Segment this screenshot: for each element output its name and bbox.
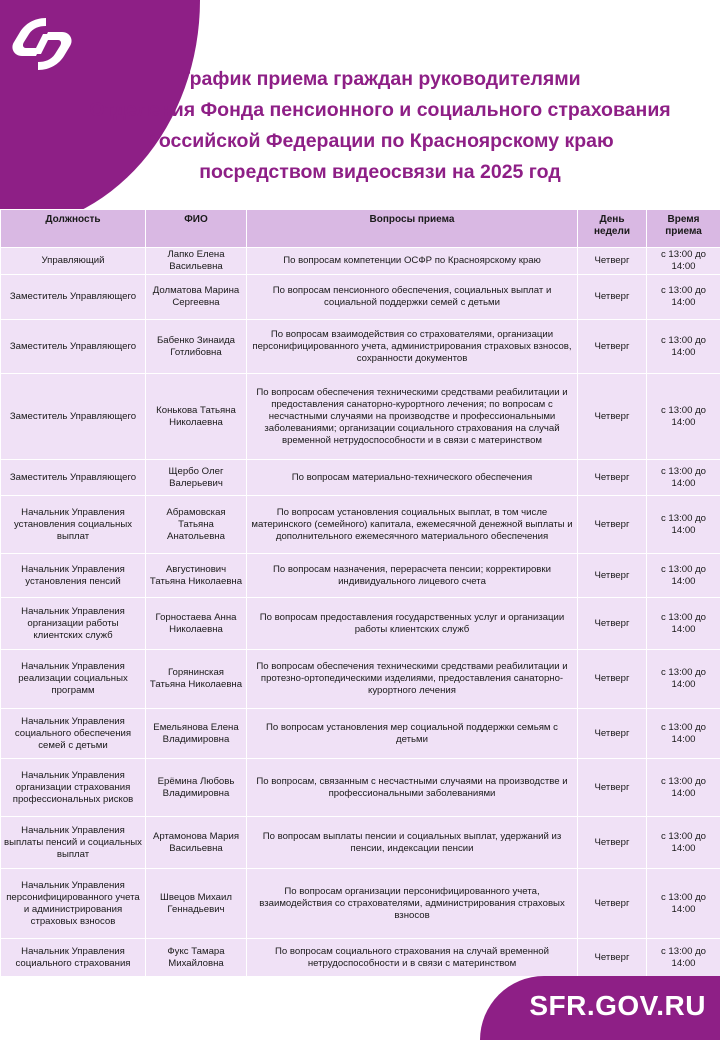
- cell-time: с 13:00 до 14:00: [647, 869, 720, 939]
- cell-time: с 13:00 до 14:00: [647, 650, 720, 709]
- cell-name: Горянинская Татьяна Николаевна: [146, 650, 247, 709]
- cell-name: Конькова Татьяна Николаевна: [146, 374, 247, 460]
- cell-day: Четверг: [578, 650, 647, 709]
- cell-questions: По вопросам назначения, перерасчета пенсии; корректировки индивидуального лицевого счета: [247, 554, 578, 598]
- table-row: [1, 759, 720, 817]
- cell-day: Четверг: [578, 496, 647, 554]
- cell-day: Четверг: [578, 869, 647, 939]
- cell-time: с 13:00 до 14:00: [647, 759, 720, 817]
- table-row: [1, 374, 720, 460]
- cell-day: Четверг: [578, 939, 647, 977]
- header-time: Время приема: [647, 210, 720, 248]
- cell-position: Начальник Управления социального страхования: [1, 939, 146, 977]
- cell-day: Четверг: [578, 275, 647, 320]
- header-name: ФИО: [146, 210, 247, 248]
- page-title: [40, 64, 720, 188]
- table-row: [1, 496, 720, 554]
- cell-day: Четверг: [578, 248, 647, 275]
- table-row: [1, 869, 720, 939]
- cell-day: Четверг: [578, 554, 647, 598]
- cell-questions: По вопросам обеспечения техническими средствами реабилитации и протезно-ортопедическими изделиями, предоставления санаторно-курортного лечения: [247, 650, 578, 709]
- cell-name: Абрамовская Татьяна Анатольевна: [146, 496, 247, 554]
- title-line: посредством видеосвязи на 2025 год: [199, 161, 561, 183]
- table-header-row: [1, 210, 720, 248]
- cell-questions: По вопросам пенсионного обеспечения, социальных выплат и социальной поддержки семей с детьми: [247, 275, 578, 320]
- cell-time: с 13:00 до 14:00: [647, 598, 720, 650]
- table-row: [1, 248, 720, 275]
- cell-day: Четверг: [578, 709, 647, 759]
- cell-questions: По вопросам организации персонифицированного учета, взаимодействия со страхователями, администрирования страховых взносов: [247, 869, 578, 939]
- cell-time: с 13:00 до 14:00: [647, 460, 720, 496]
- cell-name: Щербо Олег Валерьевич: [146, 460, 247, 496]
- cell-name: Фукс Тамара Михайловна: [146, 939, 247, 977]
- cell-day: Четверг: [578, 817, 647, 869]
- cell-position: Заместитель Управляющего: [1, 275, 146, 320]
- table-row: [1, 939, 720, 977]
- cell-questions: По вопросам выплаты пенсии и социальных выплат, удержаний из пенсии, индексации пенсии: [247, 817, 578, 869]
- cell-name: Бабенко Зинаида Готлибовна: [146, 320, 247, 374]
- cell-time: с 13:00 до 14:00: [647, 939, 720, 977]
- cell-position: Начальник Управления реализации социальных программ: [1, 650, 146, 709]
- cell-questions: По вопросам социального страхования на случай временной нетрудоспособности и в связи с материнством: [247, 939, 578, 977]
- cell-name: Августинович Татьяна Николаевна: [146, 554, 247, 598]
- schedule-table: [0, 209, 720, 977]
- cell-questions: По вопросам взаимодействия со страхователями, организации персонифицированного учета, администрирования страховых взносов, сохранности документов: [247, 320, 578, 374]
- cell-position: Начальник Управления персонифицированного учета и администрирования страховых взносов: [1, 869, 146, 939]
- cell-position: Начальник Управления социального обеспечения семей с детьми: [1, 709, 146, 759]
- cell-time: с 13:00 до 14:00: [647, 275, 720, 320]
- cell-position: Начальник Управления установления пенсий: [1, 554, 146, 598]
- title-line: График приема граждан руководителями: [179, 68, 581, 90]
- table-row: [1, 598, 720, 650]
- cell-time: с 13:00 до 14:00: [647, 496, 720, 554]
- cell-position: Начальник Управления установления социальных выплат: [1, 496, 146, 554]
- cell-time: с 13:00 до 14:00: [647, 554, 720, 598]
- header-day: День недели: [578, 210, 647, 248]
- table-row: [1, 275, 720, 320]
- footer-banner: [480, 976, 720, 1040]
- cell-day: Четверг: [578, 598, 647, 650]
- title-line: Отделения Фонда пенсионного и социального страхования: [89, 99, 671, 121]
- cell-questions: По вопросам установления мер социальной поддержки семьям с детьми: [247, 709, 578, 759]
- cell-position: Начальник Управления выплаты пенсий и социальных выплат: [1, 817, 146, 869]
- cell-questions: По вопросам обеспечения техническими средствами реабилитации и предоставления санаторно-курортного лечения; по вопросам с несчастными случаями на производстве и профессиональными заболеваниями; организации социального страхования на случай временной нетрудоспособности и в связи с материнством: [247, 374, 578, 460]
- cell-name: Ерёмина Любовь Владимировна: [146, 759, 247, 817]
- cell-time: с 13:00 до 14:00: [647, 817, 720, 869]
- cell-position: Заместитель Управляющего: [1, 320, 146, 374]
- header-position: Должность: [1, 210, 146, 248]
- table-row: [1, 460, 720, 496]
- table-row: [1, 650, 720, 709]
- cell-questions: По вопросам материально-технического обеспечения: [247, 460, 578, 496]
- cell-name: Швецов Михаил Геннадьевич: [146, 869, 247, 939]
- cell-name: Емельянова Елена Владимировна: [146, 709, 247, 759]
- table-row: [1, 320, 720, 374]
- header-questions: Вопросы приема: [247, 210, 578, 248]
- cell-questions: По вопросам установления социальных выплат, в том числе материнского (семейного) капитала, ежемесячной денежной выплаты и дополнительного ежемесячного материального обеспечения: [247, 496, 578, 554]
- title-line: Российской Федерации по Красноярскому краю: [146, 130, 614, 152]
- cell-time: с 13:00 до 14:00: [647, 248, 720, 275]
- cell-day: Четверг: [578, 320, 647, 374]
- cell-position: Заместитель Управляющего: [1, 460, 146, 496]
- cell-time: с 13:00 до 14:00: [647, 320, 720, 374]
- cell-position: Начальник Управления организации страхования профессиональных рисков: [1, 759, 146, 817]
- cell-position: Заместитель Управляющего: [1, 374, 146, 460]
- cell-day: Четверг: [578, 374, 647, 460]
- cell-position: Начальник Управления организации работы клиентских служб: [1, 598, 146, 650]
- cell-questions: По вопросам, связанным с несчастными случаями на производстве и профессиональными заболеваниями: [247, 759, 578, 817]
- table-row: [1, 817, 720, 869]
- cell-name: Долматова Марина Сергеевна: [146, 275, 247, 320]
- cell-name: Артамонова Мария Васильевна: [146, 817, 247, 869]
- site-url: SFR.GOV.RU: [529, 990, 706, 1021]
- cell-time: с 13:00 до 14:00: [647, 709, 720, 759]
- cell-position: Управляющий: [1, 248, 146, 275]
- cell-day: Четверг: [578, 759, 647, 817]
- cell-questions: По вопросам предоставления государственных услуг и организации работы клиентских служб: [247, 598, 578, 650]
- cell-time: с 13:00 до 14:00: [647, 374, 720, 460]
- cell-day: Четверг: [578, 460, 647, 496]
- cell-name: Лапко Елена Васильевна: [146, 248, 247, 275]
- cell-name: Горностаева Анна Николаевна: [146, 598, 247, 650]
- cell-questions: По вопросам компетенции ОСФР по Красноярскому краю: [247, 248, 578, 275]
- table-row: [1, 554, 720, 598]
- table-row: [1, 709, 720, 759]
